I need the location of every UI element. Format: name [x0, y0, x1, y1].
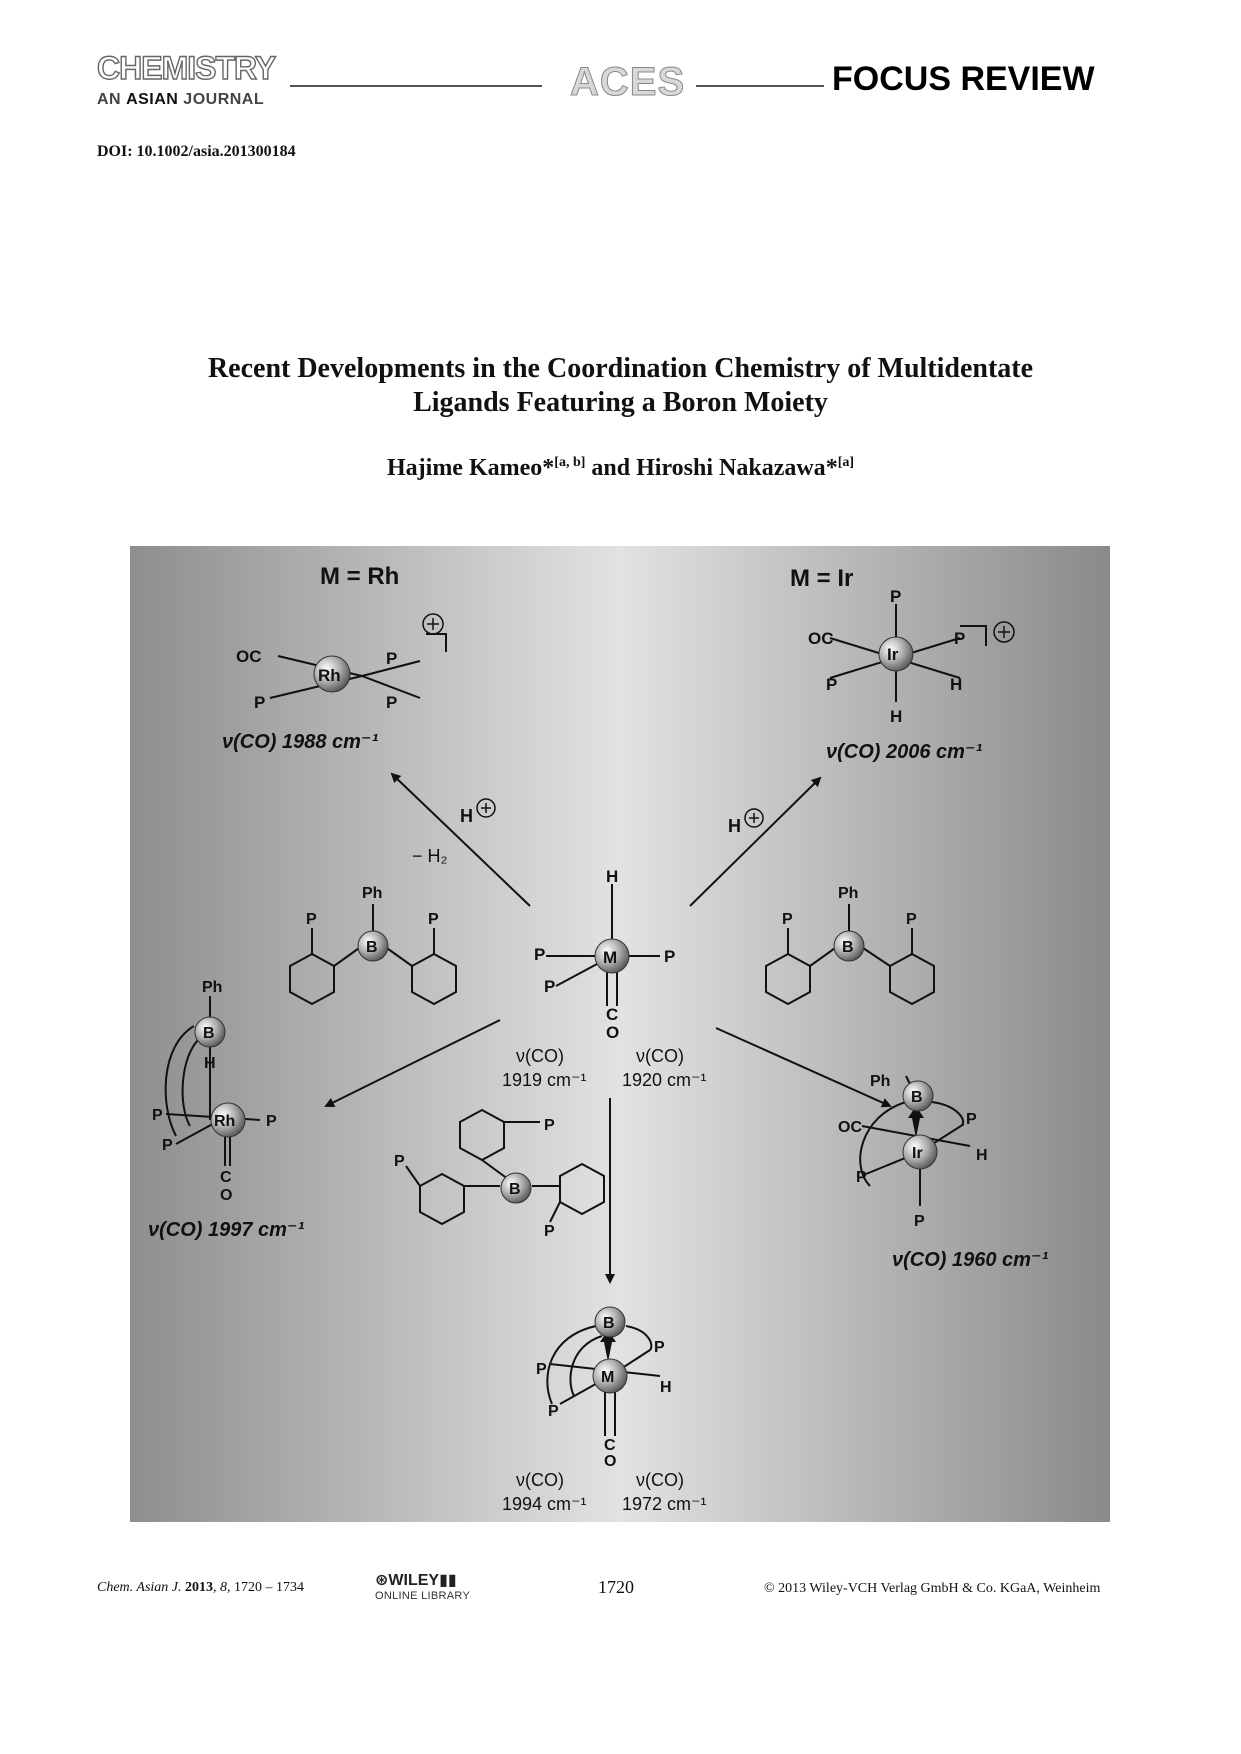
author-1-star: *: [542, 455, 555, 481]
p-center-right: P: [664, 947, 676, 966]
ph-ir-right: Ph: [870, 1073, 891, 1090]
bottom-nu1-a: ν(CO): [516, 1470, 564, 1490]
bottom-nu1-b: 1994 cm⁻¹: [502, 1494, 587, 1514]
h-center: H: [606, 867, 619, 886]
p-bottom-1: P: [536, 1361, 547, 1378]
p-ir-top: P: [890, 587, 902, 606]
p-ir-right-3: P: [914, 1213, 925, 1230]
p-bottom-3: P: [548, 1403, 559, 1420]
ph-ligand-left: Ph: [362, 885, 383, 902]
label-m-rh: M = Rh: [320, 563, 400, 590]
page-number: 1720: [598, 1577, 634, 1597]
h-plus-right: H: [728, 816, 741, 836]
journal-logo-subtitle: [97, 91, 264, 109]
footer-year: 2013: [185, 1580, 214, 1595]
p-ir-right-2: P: [856, 1169, 867, 1186]
header-rule-left: [290, 85, 542, 87]
library-books-icon: ▮▮: [439, 1572, 457, 1589]
m-atom-center-label: M: [603, 948, 618, 967]
center-nu2-a: ν(CO): [636, 1046, 684, 1066]
oc-ir: OC: [808, 629, 834, 648]
p-tris-1: P: [544, 1117, 555, 1134]
nu-co-rh-top: ν(CO) 1988 cm⁻¹: [222, 731, 379, 753]
ir-right-atom: Ir: [912, 1145, 923, 1162]
author-conjunction: and: [591, 455, 631, 481]
paper-title: [0, 352, 1241, 420]
author-2: Hiroshi Nakazawa: [636, 455, 826, 481]
journal-sub-prefix: AN: [97, 91, 122, 108]
author-2-affiliation: [a]: [837, 455, 855, 470]
o-bottom: O: [604, 1453, 617, 1470]
author-1-affiliation: [a, b]: [554, 455, 586, 470]
b-rh-left: B: [203, 1025, 215, 1042]
footer-citation: Chem. Asian J. 2013, 8, 1720 – 1734: [97, 1580, 305, 1595]
c-rh-left: C: [220, 1169, 232, 1186]
p-rh-left-3: P: [162, 1137, 173, 1154]
p-bottom-2: P: [654, 1339, 665, 1356]
society-logo: ACES: [570, 60, 686, 104]
author-1: Hajime Kameo: [386, 455, 543, 481]
m-bottom: M: [601, 1369, 615, 1386]
ph-ligand-right: Ph: [838, 885, 859, 902]
title-line-1: Recent Developments in the Coordination Chemistry of Multidentate: [207, 353, 1034, 384]
p-tris-2: P: [394, 1153, 405, 1170]
o-rh-left: O: [220, 1187, 233, 1204]
title-line-2: Ligands Featuring a Boron Moiety: [413, 387, 828, 418]
section-label: FOCUS REVIEW: [832, 60, 1095, 98]
p-ir-right-1: P: [966, 1111, 977, 1128]
p-ir-left: P: [826, 675, 838, 694]
h-ir-right-2: H: [976, 1147, 988, 1164]
h-ir-bottom: H: [890, 707, 903, 726]
center-nu1-a: ν(CO): [516, 1046, 564, 1066]
wiley-online-library: ONLINE LIBRARY: [375, 1590, 471, 1602]
p-ligand-left-2: P: [428, 911, 439, 928]
ir-atom-top-label: Ir: [887, 645, 899, 664]
p-top-left-3: P: [386, 693, 398, 712]
ph-rh-left: Ph: [202, 979, 223, 996]
h-plus-left: H: [460, 806, 473, 826]
minus-h2: − H₂: [412, 846, 448, 866]
wiley-emblem-icon: ⊛: [375, 1572, 389, 1589]
center-nu2-b: 1920 cm⁻¹: [622, 1070, 707, 1090]
nu-co-ir-right: ν(CO) 1960 cm⁻¹: [892, 1249, 1049, 1271]
nu-co-rh-left: ν(CO) 1997 cm⁻¹: [148, 1219, 305, 1241]
p-top-left-1: P: [386, 649, 398, 668]
wiley-logo: [375, 1570, 470, 1602]
journal-logo: CHEMISTRY: [97, 50, 276, 86]
p-top-left-2: P: [254, 693, 266, 712]
c-bottom: C: [604, 1437, 616, 1454]
journal-sub-mid: ASIAN: [126, 91, 179, 108]
p-ligand-right-2: P: [906, 911, 917, 928]
b-ligand-left: B: [366, 939, 378, 956]
h-rh-left: H: [204, 1055, 216, 1072]
author-2-star: *: [825, 455, 838, 481]
journal-sub-suffix: JOURNAL: [183, 91, 265, 108]
rh-atom-top-label: Rh: [318, 666, 341, 685]
footer-journal-name: Chem. Asian J.: [97, 1580, 182, 1595]
b-ligand-right: B: [842, 939, 854, 956]
copyright: © 2013 Wiley-VCH Verlag GmbH & Co. KGaA, Weinheim: [764, 1581, 1101, 1596]
p-ligand-right-1: P: [782, 911, 793, 928]
b-tris: B: [509, 1181, 521, 1198]
wiley-name: WILEY: [388, 1572, 440, 1589]
footer-pages: , 1720 – 1734: [227, 1580, 305, 1595]
h-bottom: H: [660, 1379, 672, 1396]
bottom-nu2-a: ν(CO): [636, 1470, 684, 1490]
label-m-ir: M = Ir: [790, 565, 854, 592]
center-nu1-b: 1919 cm⁻¹: [502, 1070, 587, 1090]
h-ir-right: H: [950, 675, 963, 694]
b-ir-right: B: [911, 1089, 923, 1106]
nu-co-ir-top: ν(CO) 2006 cm⁻¹: [826, 741, 983, 763]
p-center-left: P: [534, 945, 546, 964]
p-center-lower: P: [544, 977, 556, 996]
c-center: C: [606, 1005, 619, 1024]
p-tris-3: P: [544, 1223, 555, 1240]
o-center: O: [606, 1023, 620, 1042]
p-rh-left-1: P: [152, 1107, 163, 1124]
bottom-nu2-b: 1972 cm⁻¹: [622, 1494, 707, 1514]
p-ir-right: P: [954, 629, 966, 648]
oc-ir-right: OC: [838, 1119, 862, 1136]
b-bottom: B: [603, 1315, 615, 1332]
doi: DOI: 10.1002/asia.201300184: [97, 143, 296, 160]
header-rule-right: [696, 85, 824, 87]
oc-top-left: OC: [236, 647, 262, 666]
p-rh-left-2: P: [266, 1113, 277, 1130]
graphical-abstract-figure: [130, 546, 1110, 1522]
footer-volume: 8: [220, 1580, 228, 1595]
p-ligand-left-1: P: [306, 911, 317, 928]
rh-left-atom: Rh: [214, 1113, 236, 1130]
authors: [0, 455, 1241, 482]
